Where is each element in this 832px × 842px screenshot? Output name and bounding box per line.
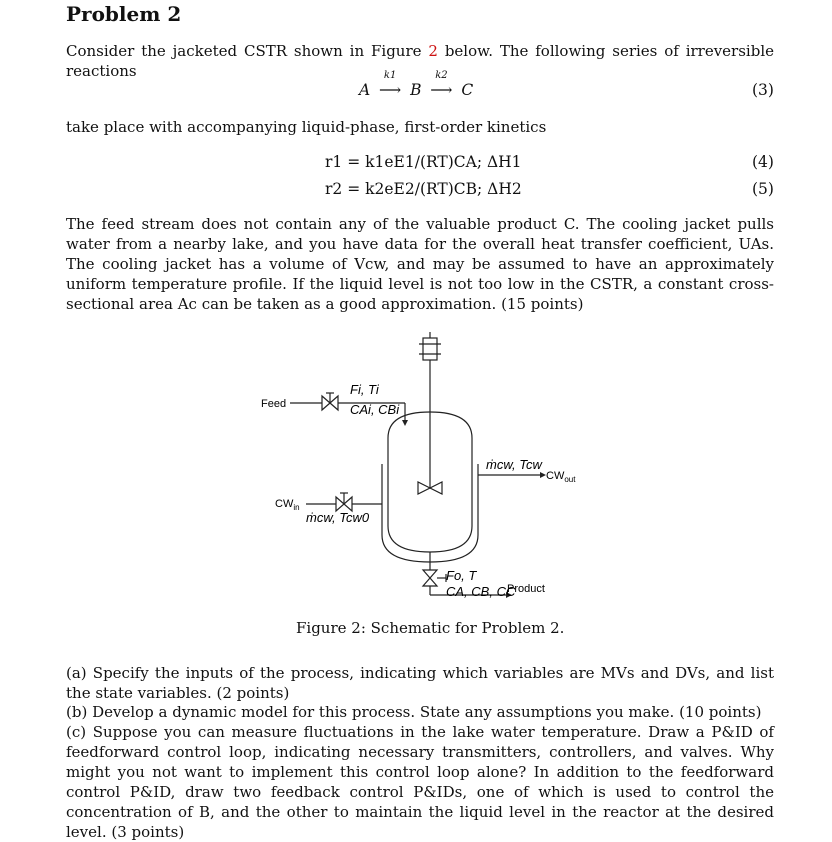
question-c: (c) Suppose you can measure fluctuations in the lake water temperature. Draw a P&ID of feedforward control loop, indicating necessary transmitters, controllers, and valves. Why might you not want to implement this control loop alone? In addition to the feedforward control P&ID, draw two feedback control P&IDs, one of which is used to control the concentration of B, and the other to maintain the liquid level in the reactor at the desired level. (3 points) (66, 723, 774, 841)
cstr-schematic (250, 330, 590, 615)
cw-in-text: CW (275, 498, 294, 510)
question-a: (a) Specify the inputs of the process, indicating which variables are MVs and DVs, and list the state variables. (2 points) (66, 664, 774, 702)
equation-3-number: (3) (752, 81, 774, 99)
equation-5-number: (5) (752, 180, 774, 198)
rate-constant-k2: k2 (435, 70, 448, 81)
intro-text-after: below. The following series of irreversible reactions (66, 42, 775, 80)
species-c: C (461, 81, 474, 99)
rate-constant-k1: k1 (383, 70, 397, 81)
feed-arrow (402, 420, 408, 426)
species-b: B (410, 81, 422, 99)
cw-out-subscript: out (564, 475, 576, 484)
intro-text-before: Consider the jacketed CSTR shown in Figure (66, 42, 429, 60)
feed-variables-top: Fi, Ti (350, 382, 379, 397)
feed-label: Feed (261, 398, 287, 410)
equation-3 (359, 70, 474, 99)
problem-title: Problem 2 (66, 2, 182, 26)
equation-4: r1 = k1eE1/(RT)CA; ΔH1 (325, 153, 522, 171)
outlet-variables-top: Fo, T (446, 568, 477, 583)
equation-4-number: (4) (752, 153, 774, 171)
equation-5: r2 = k2eE2/(RT)CB; ΔH2 (325, 180, 522, 198)
cw-out-label (546, 470, 576, 484)
species-a: A (359, 81, 371, 99)
outlet-variables-bottom: CA, CB, CC (446, 584, 516, 599)
feed-variables-bottom: CAi, CBi (350, 402, 400, 417)
figure-caption: Figure 2: Schematic for Problem 2. (296, 619, 565, 637)
cw-in-label (275, 498, 300, 512)
cw-in-subscript: in (293, 503, 300, 512)
cw-out-variables: ṁcw, Tcw (486, 457, 542, 472)
product-label: Product (507, 583, 545, 595)
cw-out-text: CW (546, 470, 565, 482)
cw-in-variables: ṁcw, Tcw0 (306, 510, 370, 525)
reaction-arrow-1: k1 ⟶ (375, 81, 405, 99)
intro-paragraph (66, 41, 774, 81)
question-b: (b) Develop a dynamic model for this process. State any assumptions you make. (10 points) (66, 703, 762, 721)
reaction-arrow-2: k2 ⟶ (426, 81, 456, 99)
description-paragraph: The feed stream does not contain any of the valuable product C. The cooling jacket pulls water from a nearby lake, and you have data for the overall heat transfer coefficient, UAs. The cooling jacket has a volume of Vcw, and may be assumed to have an approximately uniform temperature profile. If the liquid level is not too low in the CSTR, a constant cross-sectional area Ac can be taken as a good approximation. (15 points) (66, 215, 774, 313)
figure-reference-link[interactable]: 2 (428, 42, 438, 60)
agitator-motor (423, 338, 437, 360)
kinetics-text: take place with accompanying liquid-phase, first-order kinetics (66, 118, 547, 136)
outlet-valve[interactable] (423, 570, 437, 586)
